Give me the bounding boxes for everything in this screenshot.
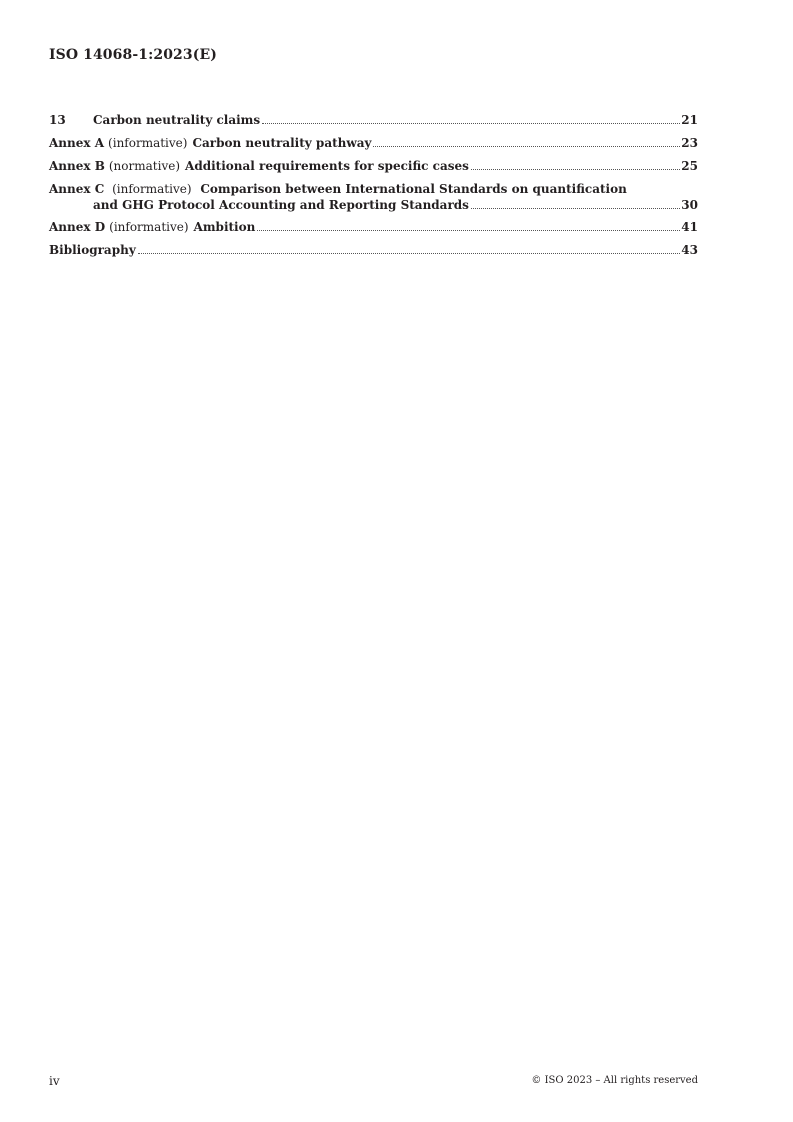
toc-entry-title: Additional requirements for specific cases (185, 159, 469, 173)
toc-entry-annex-a[interactable] (49, 135, 698, 152)
toc-entry-annex-c[interactable] (49, 181, 698, 213)
dot-leader (262, 123, 680, 124)
toc-entry-annex-label: Annex C (49, 182, 105, 196)
toc-entry-title: Carbon neutrality pathway (192, 136, 372, 150)
footer-page-number: iv (49, 1074, 60, 1088)
dot-leader (471, 208, 680, 209)
toc-entry-title-line2: and GHG Protocol Accounting and Reporting Standards (93, 198, 469, 212)
toc-entry-page: 43 (681, 243, 698, 257)
toc-entry-title-line1: Comparison between International Standards on quantification (200, 182, 627, 196)
toc-entry-page: 23 (681, 136, 698, 150)
toc-entry-annex-type: (informative) (109, 220, 189, 234)
toc-entry-annex-type: (normative) (108, 159, 181, 173)
dot-leader (257, 230, 680, 231)
toc-entry-page: 30 (681, 198, 698, 212)
toc-entry-number: 13 (49, 113, 66, 127)
toc-entry-title: Ambition (193, 220, 256, 234)
toc-entry-annex-d[interactable] (49, 219, 698, 236)
toc-entry-page: 41 (681, 220, 698, 234)
table-of-contents (49, 112, 698, 265)
toc-entry-page: 25 (681, 159, 698, 173)
dot-leader (138, 253, 681, 254)
toc-entry-clause-13[interactable] (49, 112, 698, 129)
toc-entry-annex-type: (informative) (112, 182, 192, 196)
toc-entry-annex-b[interactable] (49, 158, 698, 175)
toc-entry-bibliography[interactable] (49, 242, 698, 259)
toc-entry-title: Carbon neutrality claims (93, 113, 261, 127)
toc-entry-annex-label: Annex A (49, 136, 105, 150)
dot-leader (373, 146, 680, 147)
dot-leader (471, 169, 680, 170)
document-header: ISO 14068-1:2023(E) (49, 47, 217, 63)
footer-copyright: © ISO 2023 – All rights reserved (531, 1075, 698, 1086)
toc-entry-title: Bibliography (49, 243, 136, 257)
toc-entry-annex-label: Annex D (49, 220, 106, 234)
toc-entry-page: 21 (681, 113, 698, 127)
toc-entry-annex-type: (informative) (108, 136, 188, 150)
toc-entry-annex-label: Annex B (49, 159, 105, 173)
